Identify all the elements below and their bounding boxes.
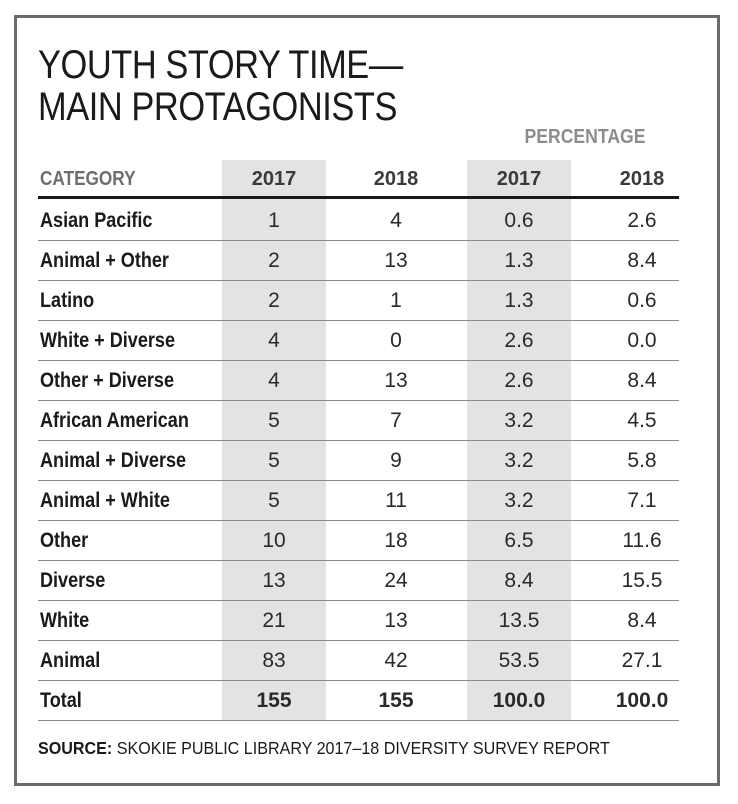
cell-pct-2017: 6.5 bbox=[504, 529, 534, 552]
cell-pct-2017: 1.3 bbox=[504, 249, 534, 272]
cell-pct-2018: 100.0 bbox=[615, 689, 669, 712]
cell-count-2017: 10 bbox=[262, 529, 286, 552]
cell-category: White + Diverse bbox=[40, 329, 176, 352]
cell-count-2017: 155 bbox=[256, 689, 292, 712]
cell-count-2017: 13 bbox=[262, 569, 286, 592]
cell-pct-2017: 3.2 bbox=[504, 409, 534, 432]
cell-pct-2017: 100.0 bbox=[492, 689, 546, 712]
cell-pct-2017: 53.5 bbox=[498, 649, 540, 672]
header-category: CATEGORY bbox=[40, 168, 136, 190]
cell-count-2018: 9 bbox=[390, 449, 402, 472]
cell-count-2017: 5 bbox=[268, 449, 280, 472]
header-pct-2017: 2017 bbox=[496, 168, 542, 190]
cell-category: Animal bbox=[40, 649, 101, 672]
cell-count-2017: 4 bbox=[268, 369, 280, 392]
cell-pct-2018: 8.4 bbox=[627, 249, 657, 272]
cell-pct-2017: 13.5 bbox=[498, 609, 540, 632]
table-row bbox=[38, 481, 679, 521]
cell-count-2018: 0 bbox=[390, 329, 402, 352]
cell-count-2017: 1 bbox=[268, 209, 280, 232]
cell-count-2018: 13 bbox=[384, 609, 408, 632]
cell-count-2018: 155 bbox=[378, 689, 414, 712]
cell-category: Other bbox=[40, 529, 89, 552]
cell-category: African American bbox=[40, 409, 189, 432]
header-pct-2018: 2018 bbox=[619, 168, 665, 190]
cell-count-2018: 24 bbox=[384, 569, 408, 592]
cell-category: Animal + Diverse bbox=[40, 449, 187, 472]
source-note bbox=[38, 738, 610, 759]
title-line-1: YOUTH STORY TIME— bbox=[38, 43, 403, 87]
cell-count-2018: 13 bbox=[384, 369, 408, 392]
total-row bbox=[38, 681, 679, 721]
cell-count-2018: 7 bbox=[390, 409, 402, 432]
cell-pct-2017: 3.2 bbox=[504, 489, 534, 512]
cell-pct-2018: 5.8 bbox=[627, 449, 657, 472]
cell-count-2018: 18 bbox=[384, 529, 408, 552]
table-row bbox=[38, 601, 679, 641]
table-row bbox=[38, 561, 679, 601]
table-row bbox=[38, 641, 679, 681]
cell-count-2017: 21 bbox=[262, 609, 286, 632]
cell-count-2018: 4 bbox=[390, 209, 402, 232]
cell-category: Other + Diverse bbox=[40, 369, 175, 392]
cell-pct-2018: 2.6 bbox=[627, 209, 657, 232]
cell-pct-2018: 0.0 bbox=[627, 329, 657, 352]
table-row bbox=[38, 241, 679, 281]
cell-pct-2017: 2.6 bbox=[504, 329, 534, 352]
cell-category: Diverse bbox=[40, 569, 106, 592]
cell-pct-2018: 8.4 bbox=[627, 609, 657, 632]
header-rule bbox=[38, 196, 679, 199]
cell-pct-2017: 8.4 bbox=[504, 569, 534, 592]
table-row bbox=[38, 281, 679, 321]
cell-count-2017: 83 bbox=[262, 649, 286, 672]
table-row bbox=[38, 201, 679, 241]
table-row bbox=[38, 361, 679, 401]
source-text: SKOKIE PUBLIC LIBRARY 2017–18 DIVERSITY SURVEY REPORT bbox=[116, 738, 610, 758]
cell-count-2018: 42 bbox=[384, 649, 408, 672]
source-label: SOURCE: bbox=[38, 738, 113, 758]
header-count-2018: 2018 bbox=[373, 168, 419, 190]
cell-category: Animal + White bbox=[40, 489, 170, 512]
table-row bbox=[38, 401, 679, 441]
percentage-label: PERCENTAGE bbox=[524, 126, 646, 148]
table-row bbox=[38, 321, 679, 361]
cell-category: Latino bbox=[40, 289, 95, 312]
cell-category: White bbox=[40, 609, 90, 632]
cell-count-2017: 2 bbox=[268, 289, 280, 312]
cell-count-2017: 4 bbox=[268, 329, 280, 352]
header-count-2017: 2017 bbox=[251, 168, 297, 190]
cell-pct-2017: 1.3 bbox=[504, 289, 534, 312]
title-line-2: MAIN PROTAGONISTS bbox=[38, 85, 398, 129]
cell-category: Animal + Other bbox=[40, 249, 169, 272]
table-row bbox=[38, 521, 679, 561]
cell-category: Total bbox=[40, 689, 82, 712]
table-title bbox=[38, 44, 403, 128]
cell-count-2018: 11 bbox=[385, 489, 407, 512]
cell-pct-2017: 3.2 bbox=[504, 449, 534, 472]
cell-pct-2017: 2.6 bbox=[504, 369, 534, 392]
cell-count-2017: 5 bbox=[268, 409, 280, 432]
cell-pct-2018: 27.1 bbox=[621, 649, 663, 672]
cell-pct-2017: 0.6 bbox=[504, 209, 534, 232]
cell-pct-2018: 8.4 bbox=[627, 369, 657, 392]
cell-count-2017: 5 bbox=[268, 489, 280, 512]
cell-count-2018: 13 bbox=[384, 249, 408, 272]
cell-pct-2018: 0.6 bbox=[627, 289, 657, 312]
cell-pct-2018: 7.1 bbox=[627, 489, 657, 512]
cell-count-2018: 1 bbox=[390, 289, 402, 312]
cell-pct-2018: 11.6 bbox=[622, 529, 662, 552]
cell-category: Asian Pacific bbox=[40, 209, 153, 232]
cell-pct-2018: 15.5 bbox=[621, 569, 663, 592]
cell-pct-2018: 4.5 bbox=[627, 409, 657, 432]
cell-count-2017: 2 bbox=[268, 249, 280, 272]
table-row bbox=[38, 441, 679, 481]
